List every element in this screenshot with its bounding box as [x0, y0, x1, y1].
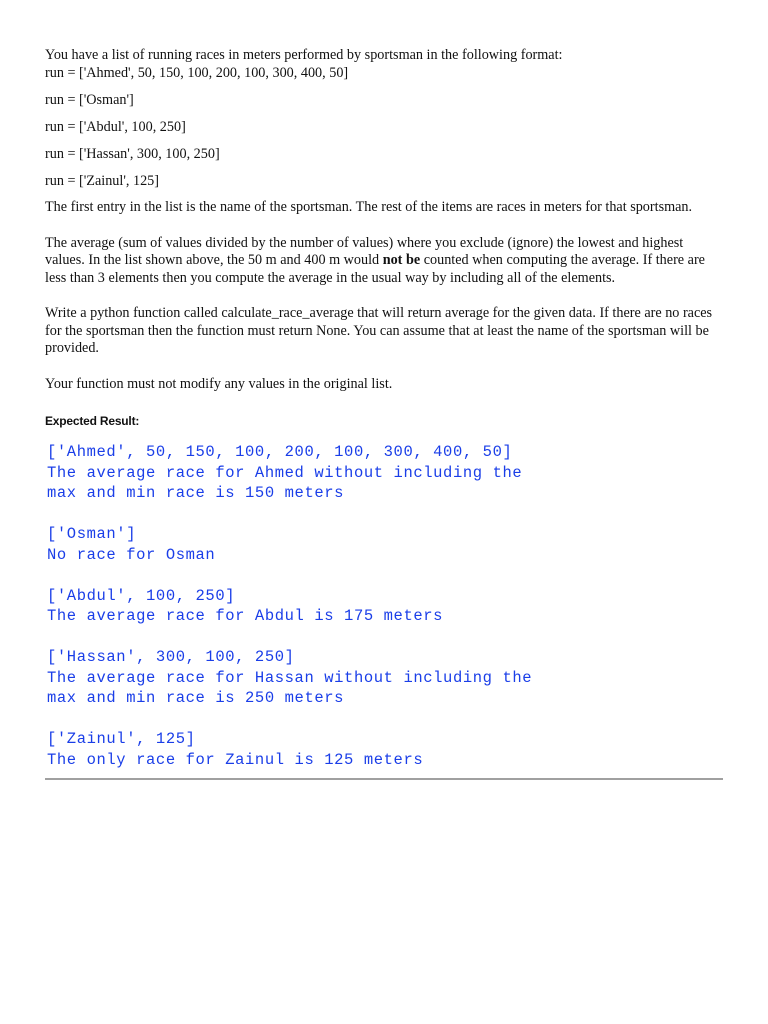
run-example-abdul: run = ['Abdul', 100, 250] [45, 119, 186, 135]
output-group-ahmed [47, 442, 725, 504]
output-group-osman [47, 524, 725, 565]
average-text-before: The average (sum of values divided by the number of values) where you exclude (ignore) the lowest and highest values. In the list shown above, the 50 m and 400 m would [45, 234, 684, 268]
paragraph-average [45, 235, 725, 288]
output-group-zainul [47, 729, 725, 770]
output-message: The only race for Zainul is 125 meters [47, 750, 424, 769]
expected-output-block [45, 442, 725, 770]
run-example-zainul: run = ['Zainul', 125] [45, 173, 159, 189]
paragraph-modify: Your function must not modify any values in the original list. [45, 375, 393, 392]
run-example-hassan: run = ['Hassan', 300, 100, 250] [45, 146, 220, 162]
output-message: max and min race is 250 meters [47, 689, 345, 707]
document-page [45, 46, 725, 780]
output-group-hassan [47, 647, 725, 709]
output-message: The average race for Hassan without including the [47, 668, 533, 687]
output-list: ['Osman'] [47, 525, 137, 543]
output-message: max and min race is 150 meters [47, 484, 345, 502]
horizontal-rule [45, 778, 723, 780]
output-list: ['Hassan', 300, 100, 250] [47, 648, 295, 666]
output-message: No race for Osman [47, 545, 216, 564]
output-list: ['Ahmed', 50, 150, 100, 200, 100, 300, 400, 50] [47, 443, 513, 461]
run-example-ahmed: run = ['Ahmed', 50, 150, 100, 200, 100, 300, 400, 50] [45, 65, 349, 81]
output-group-abdul [47, 586, 725, 627]
paragraph-function: Write a python function called calculate_race_average that will return average for the given data. If there are no races for the sportsman then the function must return None. You can assume that at least the name of the sportsman will be provided. [45, 305, 713, 356]
run-example-osman: run = ['Osman'] [45, 92, 134, 108]
output-list: ['Zainul', 125] [47, 730, 196, 748]
output-message: The average race for Ahmed without including the [47, 463, 523, 482]
expected-result-label: Expected Result: [45, 414, 140, 428]
paragraph-first-entry: The first entry in the list is the name of the sportsman. The rest of the items are races in meters for that sportsman. [45, 199, 693, 215]
output-message: The average race for Abdul is 175 meters [47, 607, 444, 625]
intro-text: You have a list of running races in meters performed by sportsman in the following format: [45, 47, 563, 63]
average-text-after: counted when computing the average. If there are less than 3 elements then you compute the average in the usual way by including all of the elements. [45, 252, 705, 286]
output-list: ['Abdul', 100, 250] [47, 586, 236, 605]
average-text-bold: not be [382, 252, 421, 268]
